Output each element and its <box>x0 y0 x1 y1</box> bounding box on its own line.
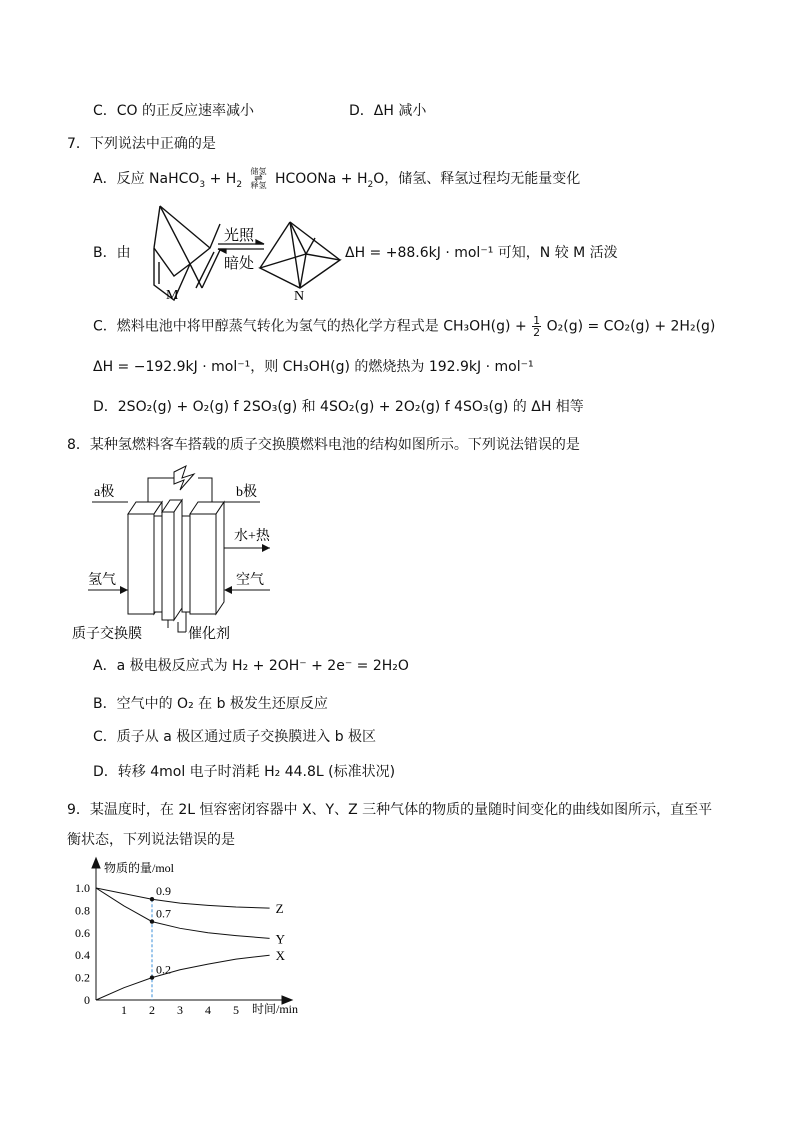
q6-option-d: D．ΔH 减小 <box>349 103 427 119</box>
q7-option-c-line1 <box>93 315 715 338</box>
series-line-X <box>96 955 270 1000</box>
q8-stem: 8．某种氢燃料客车搭载的质子交换膜燃料电池的结构如图所示。下列说法错误的是 <box>67 437 580 453</box>
q7-option-d: D．2SO₂(g) + O₂(g) f 2SO₃(g) 和 4SO₂(g) + 2O₂(g) f 4SO₃(g) 的 ΔH 相等 <box>93 399 584 415</box>
y-tick-label: 1.0 <box>75 881 90 895</box>
series-label-Z: Z <box>275 901 284 917</box>
lightning-icon <box>174 466 194 490</box>
chart-axes <box>92 858 292 1004</box>
amount-time-chart <box>60 856 320 1021</box>
q6-option-c: C．CO 的正反应速率减小 <box>93 103 255 119</box>
q7-option-a-cond-bot: 释氢 <box>250 181 267 190</box>
y-tick-label: 0.8 <box>75 903 90 918</box>
q8-option-c: C．质子从 a 极区通过质子交换膜进入 b 极区 <box>93 729 377 745</box>
q7-option-b-prefix: B．由 <box>93 245 131 261</box>
b-electrode-label: b极 <box>236 485 257 500</box>
q9-stem-line2: 衡状态，下列说法错误的是 <box>67 832 235 848</box>
air-label: 空气 <box>236 573 264 588</box>
q7-option-a-tail: O，储氢、释氢过程均无能量变化 <box>373 171 581 187</box>
q8-option-a: A．a 极电极反应式为 H₂ + 2OH⁻ + 2e⁻ = 2H₂O <box>93 658 409 674</box>
fraction-numerator: 1 <box>533 314 541 327</box>
molecule-n-icon <box>260 222 340 288</box>
q7-option-c-tail: O₂(g) = CO₂(g) + 2H₂(g) <box>546 318 716 335</box>
series-line-Y <box>96 888 270 938</box>
norbornadiene-figure <box>130 200 350 305</box>
arrow-top-label: 光照 <box>224 228 255 244</box>
series-label-X: X <box>275 948 285 964</box>
x-tick-label: 1 <box>121 1003 127 1017</box>
water-heat-label: 水+热 <box>234 529 270 544</box>
molecule-n-label: N <box>294 289 305 304</box>
catalyst-label: 催化剂 <box>188 627 230 642</box>
data-point <box>150 975 154 979</box>
membrane-label: 质子交换膜 <box>72 627 142 642</box>
x-tick-label: 5 <box>233 1003 239 1017</box>
hydrogen-label: 氢气 <box>88 573 116 588</box>
series-label-Y: Y <box>275 931 285 947</box>
data-label: 0.2 <box>156 962 171 977</box>
data-label: 0.9 <box>156 884 171 899</box>
fraction-half <box>532 315 541 338</box>
y-tick-label: 0.4 <box>75 948 90 963</box>
x-tick-label: 2 <box>149 1003 155 1017</box>
q7-option-b-rest: ΔH = +88.6kJ · mol⁻¹ 可知，N 较 M 活泼 <box>345 245 618 261</box>
q8-option-d: D．转移 4mol 电子时消耗 H₂ 44.8L (标准状况) <box>93 764 396 780</box>
q7-option-c-text: C．燃料电池中将甲醇蒸气转化为氢气的热化学方程式是 CH₃OH(g) + <box>93 318 527 335</box>
q8-option-b: B．空气中的 O₂ 在 b 极发生还原反应 <box>93 696 328 712</box>
a-electrode-label: a极 <box>94 485 115 500</box>
y-axis-label: 物质的量/mol <box>104 861 175 875</box>
q9-stem-line1: 9．某温度时，在 2L 恒容密闭容器中 X、Y、Z 三种气体的物质的量随时间变化的曲线如图所示，直至平 <box>67 802 713 818</box>
q7-option-a-pre: A．反应 NaHCO <box>93 171 200 187</box>
x-tick-label: 3 <box>177 1003 183 1017</box>
reversible-arrow-icon: 储氢 ⇌ 释氢 <box>250 167 267 190</box>
molecule-m-label: M <box>166 288 179 303</box>
q7-option-a: A．反应 NaHCO$_3$ + $H_2$ 储氢 ⇌ 释氢 HCOONa + $H_2O$，储氢、释氢过程均无能量变化 <box>93 167 581 190</box>
y-tick-label: 0.2 <box>75 970 90 985</box>
data-point <box>150 919 154 923</box>
fuel-cell-figure <box>70 462 290 642</box>
q7-option-a-rest: HCOONa + H <box>274 171 368 187</box>
y-tick-label: 0.6 <box>75 925 90 940</box>
arrow-bottom-label: 暗处 <box>224 256 255 272</box>
y-tick-label: 0 <box>84 993 90 1007</box>
x-axis-label: 时间/min <box>252 1002 299 1016</box>
q7-option-a-cond-top: 储氢 <box>250 167 267 176</box>
x-tick-label: 4 <box>205 1003 211 1017</box>
q7-stem: 7．下列说法中正确的是 <box>67 136 216 152</box>
data-label: 0.7 <box>156 906 171 921</box>
q7-option-c-line2: ΔH = −192.9kJ · mol⁻¹，则 CH₃OH(g) 的燃烧热为 192.9kJ · mol⁻¹ <box>93 359 534 375</box>
q7-option-a-mid: + H <box>205 171 237 187</box>
molecule-m-icon <box>154 206 220 300</box>
fraction-denominator: 2 <box>533 326 541 339</box>
data-point <box>150 897 154 901</box>
